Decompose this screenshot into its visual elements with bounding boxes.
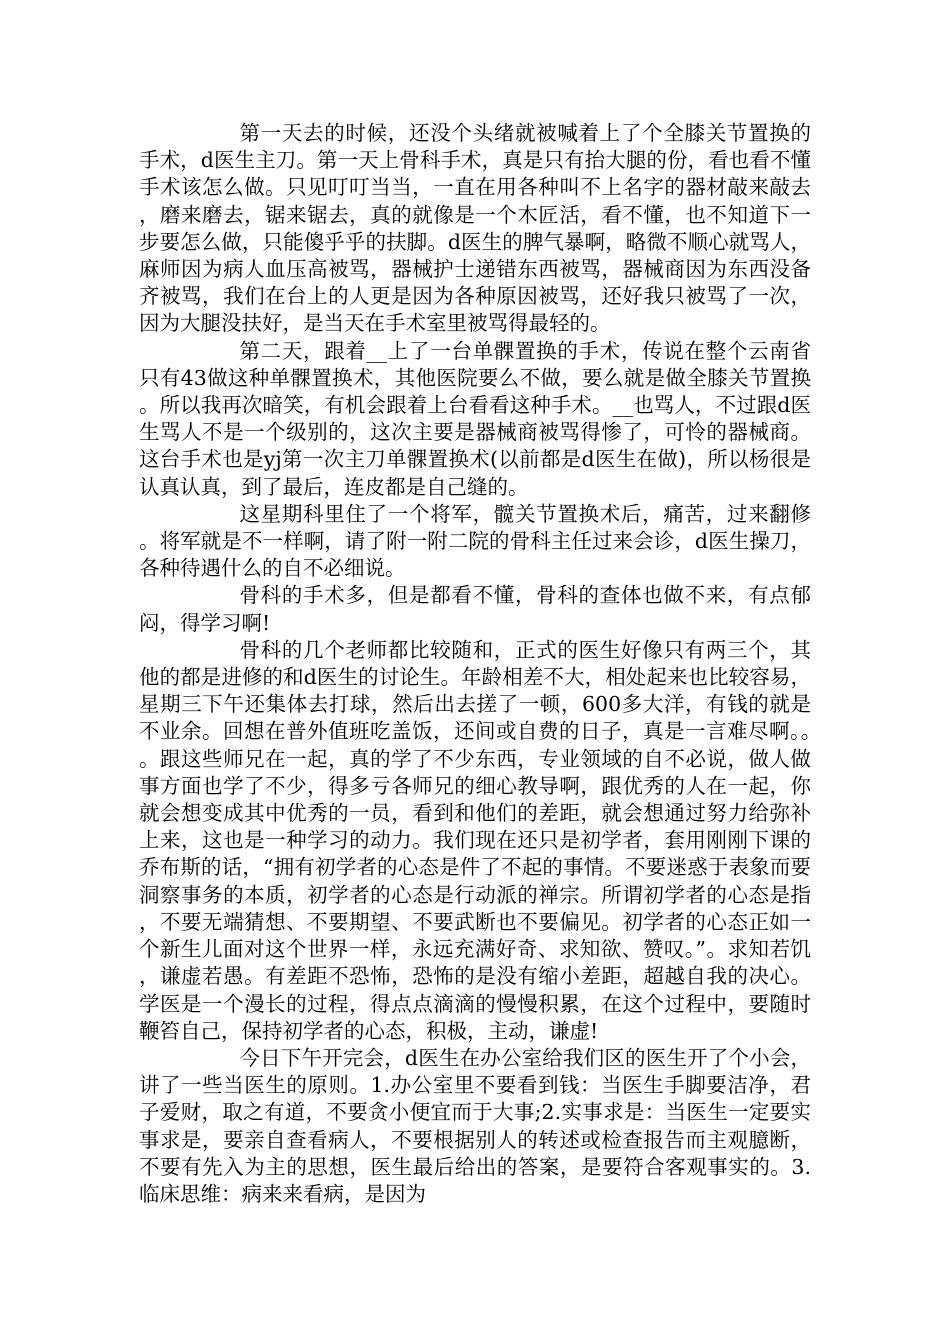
paragraph-second-day: 第二天，跟着__上了一台单髁置换的手术，传说在整个云南省只有43做这种单髁置换术，其他医院要么不做，要么就是做全膝关节置换。所以我再次暗笑，有机会跟着上台看看这种手术。__也骂人，不过跟d医生骂人不是一个级别的，这次主要是器械商被骂得惨了，可怜的器械商。这台手术也是yj第一次主刀单髁置换术(以前都是d医生在做)，所以杨很是认真认真，到了最后，连皮都是自己缝的。: [139, 338, 811, 499]
paragraph-first-day: 第一天去的时候，还没个头绪就被喊着上了个全膝关节置换的手术，d医生主刀。第一天上骨科手术，真是只有抬大腿的份，看也看不懂手术该怎么做。只见叮叮当当，一直在用各种叫不上名字的器材敲来敲去，磨来磨去，锯来锯去，真的就像是一个木匠活，看不懂，也不知道下一步要怎么做，只能傻乎乎的扶脚。d医生的脾气暴啊，略微不顺心就骂人，麻师因为病人血压高被骂，器械护士递错东西被骂，器械商因为东西没备齐被骂，我们在台上的人更是因为各种原因被骂，还好我只被骂了一次，因为大腿没扶好，是当天在手术室里被骂得最轻的。: [139, 121, 811, 336]
paragraph-general-patient: 这星期科里住了一个将军，髋关节置换术后，痛苦，过来翻修。将军就是不一样啊，请了附一附二院的骨科主任过来会诊，d医生操刀，各种待遇什么的自不必细说。: [139, 501, 811, 581]
paragraph-meeting: 今日下午开完会，d医生在办公室给我们区的医生开了个小会，讲了一些当医生的原则。1.办公室里不要看到钱：当医生手脚要洁净，君子爱财，取之有道，不要贪小便宜而于大事;2.实事求是：当医生一定要实事求是，要亲自查看病人，不要根据别人的转述或检查报告而主观臆断，不要有先入为主的思想，医生最后给出的答案，是要符合客观事实的。3.临床思维：病来来看病，是因为: [139, 1045, 811, 1206]
document-body: [139, 120, 811, 1208]
paragraph-orthopedic-study: 骨科的手术多，但是都看不懂，骨科的查体也做不来，有点郁闷，得学习啊!: [139, 583, 811, 635]
paragraph-teachers: 骨科的几个老师都比较随和，正式的医生好像只有两三个，其他的都是进修的和d医生的讨论生。年龄相差不大，相处起来也比较容易，星期三下午还集体去打球，然后出去搓了一顿，600多大洋，有钱的就是不业余。回想在普外值班吃盖饭，还间或自费的日子，真是一言难尽啊。。。跟这些师兄在一起，真的学了不少东西，专业领域的自不必说，做人做事方面也学了不少，得多亏各师兄的细心教导啊，跟优秀的人在一起，你就会想变成其中优秀的一员，看到和他们的差距，就会想通过努力给弥补上来，这也是一种学习的动力。我们现在还只是初学者，套用刚刚下课的乔布斯的话，“拥有初学者的心态是件了不起的事情。不要迷惑于表象而要洞察事务的本质，初学者的心态是行动派的禅宗。所谓初学者的心态是指，不要无端猜想、不要期望、不要武断也不要偏见。初学者的心态正如一个新生儿面对这个世界一样，永远充满好奇、求知欲、赞叹。”。求知若饥，谦虚若愚。有差距不恐怖，恐怖的是没有缩小差距，超越自我的决心。学医是一个漫长的过程，得点点滴滴的慢慢积累，在这个过程中，要随时鞭笞自己，保持初学者的心态，积极，主动，谦虚!: [139, 637, 811, 1043]
